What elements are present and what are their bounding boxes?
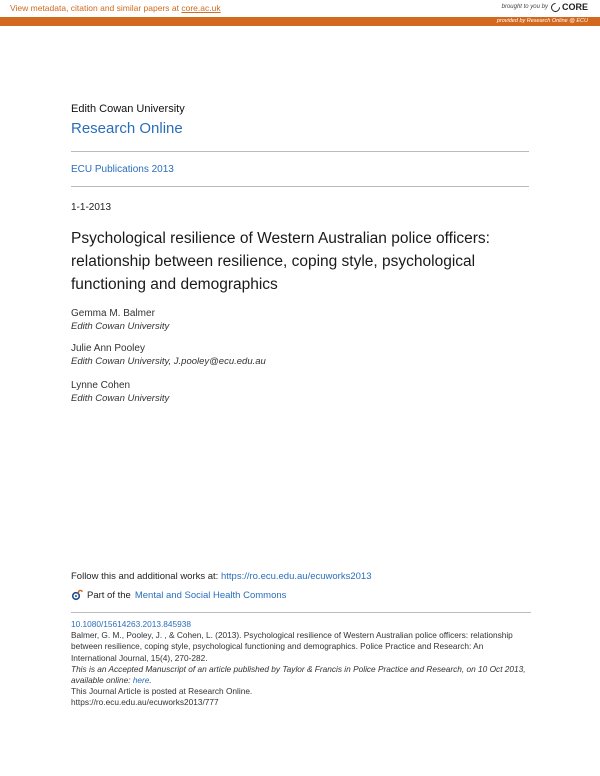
- here-link[interactable]: here: [132, 675, 150, 686]
- core-topbar: [0, 0, 600, 26]
- view-metadata-prefix: View metadata, citation and similar papers at: [10, 3, 182, 13]
- citation-divider: [71, 612, 531, 613]
- follow-line: [71, 571, 371, 582]
- core-logo-icon: [549, 1, 562, 14]
- core-brand: [502, 2, 588, 12]
- author-name: Lynne Cohen: [71, 380, 131, 391]
- repository-name[interactable]: Research Online: [71, 120, 183, 137]
- publication-date: 1-1-2013: [71, 202, 112, 213]
- author-name: Gemma M. Balmer: [71, 308, 155, 319]
- part-of-line: [71, 589, 286, 601]
- author-affiliation: Edith Cowan University, J.pooley@ecu.edu.au: [71, 356, 266, 367]
- article-url: https://ro.ecu.edu.au/ecuworks2013/777: [71, 697, 219, 708]
- follow-link[interactable]: https://ro.ecu.edu.au/ecuworks2013: [220, 571, 372, 582]
- author-entry: [71, 342, 266, 368]
- author-name: Julie Ann Pooley: [71, 343, 145, 354]
- author-entry: [71, 307, 169, 333]
- core-logo[interactable]: [551, 2, 588, 12]
- author-entry: [71, 379, 169, 405]
- citation-text: Balmer, G. M., Pooley, J. , & Cohen, L. (2013). Psychological resilience of Western Australian police officers: relationship between resilience, coping style, psychological functioning and demographics. Police Practice and Research: An International Journal, 15(4), 270-282.: [71, 630, 513, 663]
- view-metadata-text: [10, 3, 221, 13]
- brought-by-text: brought to you by: [501, 4, 548, 10]
- provided-by-text: provided by Research Online @ ECU: [496, 18, 588, 24]
- manuscript-note-end: .: [149, 675, 152, 686]
- manuscript-note-text: This is an Accepted Manuscript of an article published by Taylor & Francis in Police Practice and Research, on 10 Oct 2013, available online:: [71, 663, 526, 686]
- institution-name: Edith Cowan University: [71, 103, 185, 115]
- series-link[interactable]: ECU Publications 2013: [71, 164, 174, 175]
- follow-text: Follow this and additional works at:: [71, 571, 221, 582]
- header-divider: [71, 151, 529, 152]
- doi-link[interactable]: 10.1080/15614263.2013.845938: [71, 619, 191, 629]
- author-affiliation: Edith Cowan University: [71, 321, 170, 332]
- author-affiliation: Edith Cowan University: [71, 393, 170, 404]
- paper-title: Psychological resilience of Western Australian police officers: relationship between resilience, coping style, psychological functioning and demographics: [71, 230, 490, 293]
- posted-text: This Journal Article is posted at Research Online.: [71, 686, 253, 697]
- citation-block: [71, 619, 531, 709]
- core-logo-label: CORE: [561, 2, 588, 12]
- part-of-prefix: Part of the: [87, 589, 131, 601]
- core-link[interactable]: core.ac.uk: [181, 3, 221, 13]
- series-divider: [71, 186, 529, 187]
- open-access-icon: [71, 589, 83, 601]
- manuscript-note: [71, 664, 531, 686]
- commons-link[interactable]: Mental and Social Health Commons: [134, 589, 287, 601]
